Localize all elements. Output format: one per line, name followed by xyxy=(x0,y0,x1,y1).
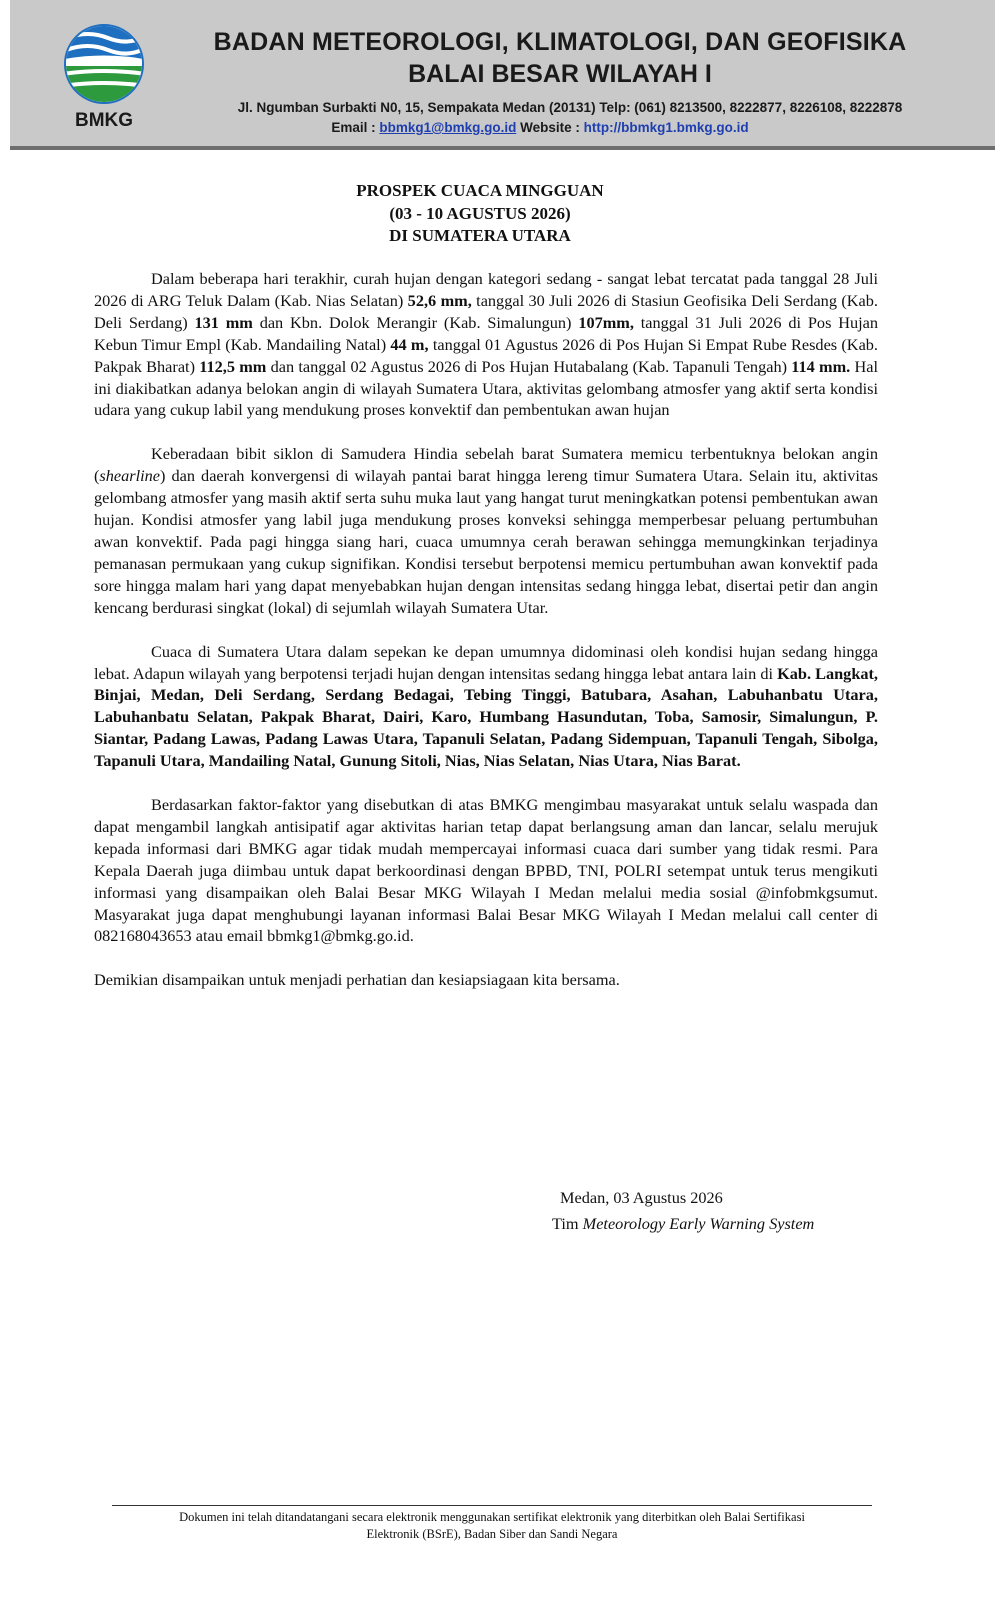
text: Keberadaan bibit siklon di Samudera Hindia sebelah barat Sumatera memicu terbentuknya belokan angin ( xyxy=(94,444,878,486)
title-line-1: PROSPEK CUACA MINGGUAN xyxy=(356,181,604,200)
contact-line xyxy=(160,120,920,135)
bmkg-logo xyxy=(58,18,150,136)
text: ) dan daerah konvergensi di wilayah pantai barat hingga lereng timur Sumatera Utara. Selain itu, aktivitas gelombang atmosfer yang masih aktif serta suhu muka laut yang hangat turut meningkatkan potensi pembentukan awan hujan. Kondisi atmosfer yang labil juga mendukung proses konveksi sehingga memperbesar peluang pertumbuhan awan konvektif. Pada pagi hingga siang hari, cuaca umumnya cerah berawan sehingga memungkinkan terjadinya pemanasan permukaan yang cukup signifikan. Kondisi tersebut berpotensi memicu pertumbuhan awan konvektif pada sore hingga malam hari yang dapat menyebabkan hujan dengan intensitas sedang hingga lebat, disertai petir dan angin kencang berdurasi singkat (lokal) di sejumlah wilayah Sumatera Utar. xyxy=(94,466,878,617)
italic-term: shearline xyxy=(99,466,161,486)
paragraph-1 xyxy=(94,268,878,421)
region-list: Kab. Langkat, Binjai, Medan, Deli Serdang, Serdang Bedagai, Tebing Tinggi, Batubara, Asahan, Labuhanbatu Utara, Labuhanbatu Selatan, Pakpak Bharat, Dairi, Karo, Humbang Hasundutan, Toba, Samosir, Simalungun, P. Siantar, Padang Lawas, Padang Lawas Utara, Tapanuli Selatan, Padang Sidempuan, Tapanuli Tengah, Sibolga, Tapanuli Utara, Mandailing Natal, Gunung Sitoli, Nias, Nias Selatan, Nias Utara, Nias Barat. xyxy=(94,663,879,771)
email-link[interactable]: bbmkg1@bmkg.go.id xyxy=(379,120,517,135)
text: dan tanggal 02 Agustus 2026 di Pos Hujan Hutabalang (Kab. Tapanuli Tengah) xyxy=(266,356,792,376)
bold-value: 107mm, xyxy=(578,312,634,332)
email-label: Email : xyxy=(331,120,376,135)
text: Cuaca di Sumatera Utara dalam sepekan ke depan umumnya didominasi oleh kondisi hujan sedang hingga lebat. Adapun wilayah yang berpotensi terjadi hujan dengan intensitas sedang hingga lebat antara lain di xyxy=(94,641,878,683)
text: Dalam beberapa hari terakhir, curah hujan dengan kategori sedang - sangat lebat tercatat pada tanggal 28 Juli 2026 di ARG Teluk Dalam (Kab. Nias Selatan) xyxy=(94,269,878,310)
team-line xyxy=(552,1211,814,1237)
footer-divider xyxy=(112,1505,872,1506)
text: tanggal 30 Juli 2026 di Stasiun Geofisika Deli Serdang (Kab. Deli Serdang) xyxy=(94,290,878,332)
paragraph-4 xyxy=(94,794,878,947)
text: tanggal 31 Juli 2026 di Pos Hujan Kebun Timur Empl (Kab. Mandailing Natal) xyxy=(94,312,879,354)
document-title xyxy=(0,180,960,248)
footer-line-1: Dokumen ini telah ditandatangani secara elektronik menggunakan sertifikat elektronik yang diterbitkan oleh Balai Sertifikasi xyxy=(179,1510,805,1524)
website-label: Website : xyxy=(520,120,580,135)
title-line-3: DI SUMATERA UTARA xyxy=(389,226,571,245)
bold-value: 131 mm xyxy=(194,312,253,332)
bold-value: 112,5 mm xyxy=(199,356,267,376)
team-prefix: Tim xyxy=(552,1214,583,1233)
paragraph-2 xyxy=(94,443,878,618)
closing-paragraph: Demikian disampaikan untuk menjadi perhatian dan kesiapsiagaan kita bersama. xyxy=(94,970,620,990)
logo-text: BMKG xyxy=(74,110,134,131)
bmkg-globe-icon xyxy=(58,18,150,110)
bold-value: 114 mm. xyxy=(791,356,851,376)
team-name: Meteorology Early Warning System xyxy=(582,1214,815,1233)
place-date: Medan, 03 Agustus 2026 xyxy=(560,1188,723,1207)
address: Jl. Ngumban Surbakti N0, 15, Sempakata Medan (20131) Telp: (061) 8213500, 8222877, 8226108, 8222878 xyxy=(237,100,903,115)
text: Hal ini diakibatkan adanya belokan angin di wilayah Sumatera Utara, aktivitas gelombang atmosfer yang aktif serta kondisi udara yang cukup labil yang mendukung proses konvektif dan pembentukan awan hujan xyxy=(94,356,878,420)
bold-value: 44 m, xyxy=(390,334,429,354)
footer-note xyxy=(112,1509,872,1543)
signature-block xyxy=(552,1185,814,1237)
title-line-2: (03 - 10 AGUSTUS 2026) xyxy=(389,203,571,223)
document-body xyxy=(94,268,878,1013)
text: Berdasarkan faktor-faktor yang disebutkan di atas BMKG mengimbau masyarakat untuk selalu waspada dan dapat mengambil langkah antisipatif agar aktivitas harian tetap dapat berlangsung aman dan lancar, selalu merujuk kepada informasi dari BMKG agar tidak mudah mempercayai informasi cuaca dari sumber yang tidak resmi. Para Kepala Daerah juga diimbau untuk dapat berkoordinasi dengan BPBD, TNI, POLRI setempat untuk terus mengikuti informasi yang disampaikan oleh Balai Besar MKG Wilayah I Medan melalui media sosial @infobmkgsumut. Masyarakat juga dapat menghubungi layanan informasi Balai Besar MKG Wilayah I Medan melalui call center di 082168043653 atau email bbmkg1@bmkg.go.id. xyxy=(94,795,878,946)
footer-line-2: Elektronik (BSrE), Badan Siber dan Sandi Negara xyxy=(366,1527,618,1541)
website-link[interactable]: http://bbmkg1.bmkg.go.id xyxy=(583,120,749,135)
org-subname: BALAI BESAR WILAYAH I xyxy=(408,60,712,88)
org-name: BADAN METEOROLOGI, KLIMATOLOGI, DAN GEOFISIKA xyxy=(213,28,907,56)
letterhead xyxy=(10,0,995,150)
paragraph-3 xyxy=(94,641,878,772)
text: tanggal 01 Agustus 2026 di Pos Hujan Si Empat Rube Resdes (Kab. Pakpak Bharat) xyxy=(94,334,879,376)
text: dan Kbn. Dolok Merangir (Kab. Simalungun) xyxy=(252,312,579,332)
bold-value: 52,6 mm, xyxy=(407,290,472,310)
